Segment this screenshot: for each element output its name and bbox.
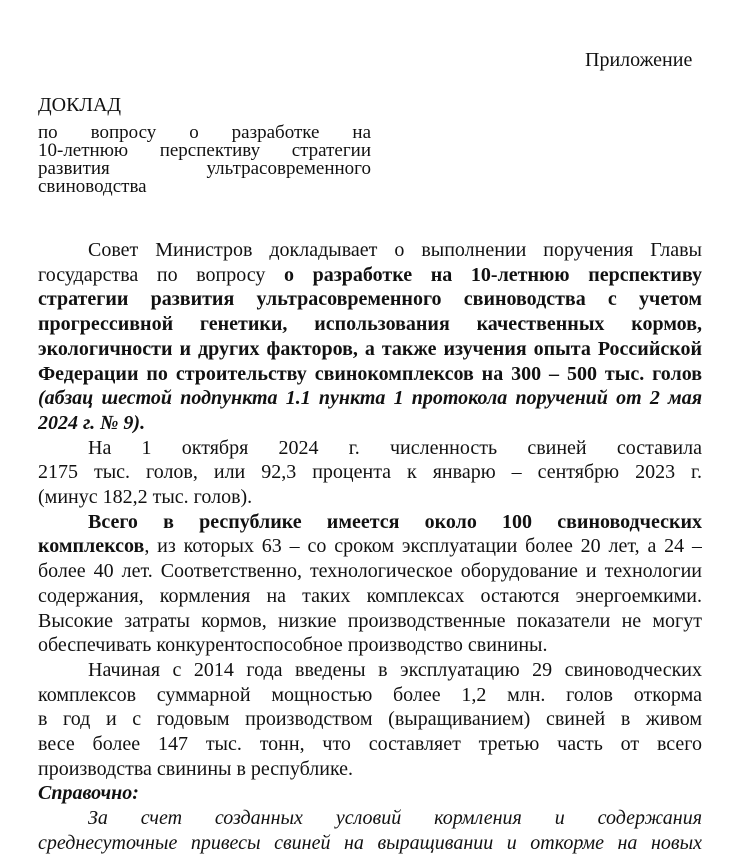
bold-italic-run: 2024 г. № 9). [38,411,146,434]
subject-line: развития ультрасовременного [38,160,371,178]
text-line [38,411,702,436]
subject-line: по вопросу о разработке на [38,124,371,142]
text-line: За счет созданных условий кормления и содержания [88,807,702,830]
bold-run: Всего в республике имеется около 100 свиноводческих [88,510,702,533]
document-subject [38,124,371,196]
text-line: На 1 октября 2024 г. численность свиней составила [88,436,702,459]
text-line: весе более 147 тыс. тонн, что составляет третью часть от всего [38,733,702,756]
reference-note [38,781,702,855]
bold-italic-run: (абзац шестой подпункта 1.1 пункта 1 протокола поручений от 2 мая [38,387,702,410]
appendix-label: Приложение [585,49,693,71]
text-line: комплексов суммарной мощностью более 1,2 млн. голов откорма [38,683,702,706]
bold-run: Федерации по строительству свинокомплексов на 300 – 500 тыс. голов [38,362,702,385]
text-line [38,534,702,559]
text-line: более 40 лет. Соответственно, технологическое оборудование и технологии [38,560,702,583]
document-title: ДОКЛАД [38,94,122,116]
text-line: содержания, кормления на таких комплексах остаются энергоемкими. [38,584,702,607]
paragraph-new-complexes [38,658,702,782]
text-line: производства свинины в республике. [38,757,354,780]
text-line [38,510,702,535]
text-line [38,287,702,312]
text-line [38,312,702,337]
bold-run: прогрессивной генетики, использования качественных кормов, [38,313,702,336]
text-line [38,386,702,411]
text-run: государства по вопросу [38,263,285,286]
text-line: в год и с годовым производством (выращиванием) свиней в живом [38,708,702,731]
text-line: Начиная с 2014 года введены в эксплуатацию 29 свиноводческих [88,658,702,681]
bold-run: о разработке на 10-летнюю перспективу [284,263,702,286]
text-line: 2175 тыс. голов, или 92,3 процента к январю – сентябрю 2023 г. [38,461,702,484]
note-heading: Справочно: [38,782,139,805]
subject-line: свиноводства [38,178,147,196]
text-line: среднесуточные привесы свиней на выращивании и откорме на новых [38,831,702,854]
bold-run: экологичности и других факторов, а также изучения опыта Российской [38,337,702,360]
text-line [38,362,702,387]
text-line: Высокие затраты кормов, низкие производственные показатели не могут [38,609,702,632]
bold-run: комплексов [38,535,145,558]
text-line [38,263,702,288]
subject-line: 10-летнюю перспективу стратегии [38,142,371,160]
paragraph-intro [38,238,702,436]
paragraph-population [38,436,702,510]
text-line: обеспечивать конкурентоспособное производство свинины. [38,634,548,657]
paragraph-complexes [38,510,702,658]
document-body [38,238,702,856]
text-line: Совет Министров докладывает о выполнении поручения Главы [88,239,702,261]
text-line [38,337,702,362]
bold-run: стратегии развития ультрасовременного свиноводства с учетом [38,288,702,311]
text-run: , из которых 63 – со сроком эксплуатации более 20 лет, а 24 – [144,535,702,558]
text-line: (минус 182,2 тыс. голов). [38,486,253,509]
